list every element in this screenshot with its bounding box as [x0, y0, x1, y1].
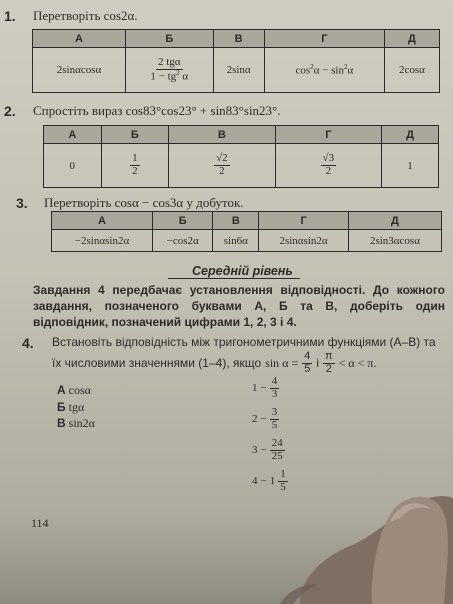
q2-option-d: 1 [382, 144, 439, 188]
q3-header-d: Д [348, 212, 441, 230]
question-4-number: 4. [22, 335, 34, 351]
thumb-image [260, 488, 453, 604]
question-2-text: Спростіть вираз cos83°cos23° + sin83°sin23°. [33, 103, 281, 118]
q3-header-a: А [52, 212, 153, 230]
q1-header-v: В [213, 30, 264, 48]
q4-answer-1: 1 − $\frac{4}{3}$ [252, 375, 278, 400]
q4-option-b: Б tgα [57, 400, 85, 414]
q4-option-v: В sin2α [57, 416, 95, 430]
q4-answer-2: 2 − $\frac{3}{5}$ [252, 406, 278, 431]
q1-option-g: $\cos^2\alpha - \sin^2\alpha$ [264, 48, 384, 93]
q2-header-a: А [44, 126, 102, 144]
q3-option-b: −cos2α [153, 230, 213, 252]
q4-answer-4: 4 − 1 $\frac{1}{5}$ [252, 468, 286, 493]
q2-option-g: $\frac{√3}{2}$ [275, 144, 381, 188]
question-3-number: 3. [16, 195, 28, 211]
page-number: 114 [31, 516, 49, 530]
question-1-table [32, 29, 440, 93]
question-2-table [43, 125, 439, 188]
question-3-table [51, 211, 442, 252]
q3-header-b: Б [153, 212, 213, 230]
q2-option-a: 0 [44, 144, 102, 188]
task-4-instruction: Завдання 4 передбачає установлення відповідності. До кожного завдання, позначеного буквами А, Б та В, доберіть один відповідник, позначений цифрами 1, 2, 3 і 4. [33, 283, 445, 329]
q1-option-d: 2cosα [384, 48, 439, 93]
q3-option-g: 2sinαsin2α [259, 230, 349, 252]
q1-b-numerator: 2 tgα [157, 56, 181, 69]
q2-option-b: $\frac{1}{2}$ [101, 144, 169, 188]
q1-header-g: Г [264, 30, 384, 48]
q2-header-b: Б [101, 126, 169, 144]
q1-option-v: 2sinα [213, 48, 264, 93]
question-1-text: Перетворіть cos2α. [33, 8, 138, 23]
question-4-text: Встановіть відповідність між тригонометричними функціями (А–В) та їх числовими значеннями (1–4), якщо sin α = $\frac{4}{5}$ і $\frac{\pi}{2}$ < α < π. [52, 335, 436, 375]
q2-header-g: Г [275, 126, 381, 144]
q2-header-v: В [169, 126, 275, 144]
q2-header-d: Д [382, 126, 439, 144]
q3-header-g: Г [259, 212, 349, 230]
q3-option-v: sin6α [213, 230, 259, 252]
q1-header-a: А [33, 30, 126, 48]
q2-option-v: $\frac{√2}{2}$ [169, 144, 275, 188]
q4-answer-3: 3 − $\frac{24}{25}$ [252, 437, 283, 462]
q1-header-d: Д [384, 30, 439, 48]
q3-option-a: −2sinαsin2α [52, 230, 153, 252]
q4-option-a: А cosα [57, 383, 91, 397]
level-heading: Середній рівень [192, 264, 293, 278]
q3-header-v: В [213, 212, 259, 230]
q1-header-b: Б [126, 30, 213, 48]
question-1-number: 1. [4, 8, 16, 24]
q1-option-a: 2sinαcosα [33, 48, 126, 93]
q3-option-d: 2sin3αcosα [348, 230, 441, 252]
question-2-number: 2. [4, 103, 16, 119]
q1-option-b: $\frac{\text{2 tgα}}{1 - tg^2 \alpha}$ [126, 48, 213, 93]
question-3-text: Перетворіть cosα − cos3α у добуток. [44, 195, 244, 210]
